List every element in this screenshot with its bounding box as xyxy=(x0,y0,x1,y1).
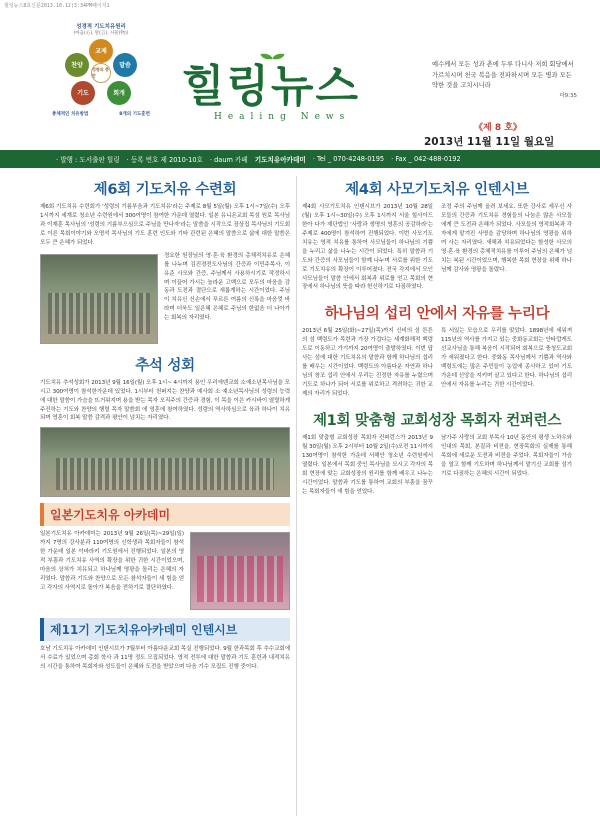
retreat-photo xyxy=(40,254,158,344)
publisher: · 발행 : 도서출판 힐링 xyxy=(56,156,120,164)
wheel-center: 성령의 충만 xyxy=(91,63,111,83)
wheel-item-prayer: 기도 xyxy=(71,81,95,105)
fax: · Fax _ 042-488-0192 xyxy=(391,155,461,163)
prayer-healing-emblem xyxy=(52,24,150,142)
left-column xyxy=(40,172,290,672)
article-japan-title: 일본기도치유 아카데미 xyxy=(40,503,290,526)
article-retreat-title: 제6회 기도치유 수련회 xyxy=(93,182,237,198)
article-providence-body-2: 특 서있는 모습으로 우리를 맞았다. 1898년에 세워져 115년의 역사를 가지고 있는 중화동교회는 안타깝게도 선교사님을 통해 복음이 시작되어 회복으로 충청도교회가 세워졌다고 한다. 중화동 목사님께서 기쁨과 역사와 백령도에는 많은 주민들이 농업에 종사하고 있어 기도 가운데 신앙을 지키며 살고 있다고 한다. 하나님의 섭리 안에서 자유를 누리는 귀한 시간이었다. xyxy=(441,328,572,388)
publication-date: 2013년 11월 11일 월요일 xyxy=(424,136,555,148)
verse-text: 예수께서 모든 성과 촌에 두루 다니사 저희 회당에서 가르치시며 천국 복음을 전파하시며 모든 병과 모든 약한 것을 고치시니라 xyxy=(432,61,574,90)
japan-academy-photo xyxy=(190,532,290,610)
emblem-foot-left: 총체적인 치유방법 xyxy=(52,111,89,117)
wheel-item-repentance: 회개 xyxy=(107,81,131,105)
right-column xyxy=(302,172,572,496)
article-wives-title: 제4회 사모기도치유 인텐시브 xyxy=(345,182,529,198)
masthead-title-block xyxy=(182,50,422,140)
article-intensive-title: 제11기 기도치유아카데미 인텐시브 xyxy=(40,618,290,641)
registration-number: · 등록 번호 제 2010-10호 xyxy=(126,156,203,164)
cafe-label: · daum 카페 xyxy=(209,156,248,164)
article-conference-body-1: 제1회 맞춤형 교회성장 목회자 컨퍼런스가 2013년 9월 30일(월) 오후 2시부터 10월 2일(수)오전 11시까지 130여명이 참석한 가운데 서해안 청소년 수련원에서 열렸다. 일본에서 목회 중인 목사님을 모시고 각자의 목회 현장에 맞는 교회성장의 원리를 함께 배우고 나누는 시간이었다. 말씀과 기도를 통하여 교회의 부흥을 꿈꾸는 목회자들이 새 힘을 얻었다. xyxy=(302,434,433,495)
article-retreat-lead: 제6회 기도치유 수련회가 '성령의 기름부음과 기도치유'라는 주제로 8월 5일(월) 오후 1시~7일(수) 오후 1시까지 세계로 청소년 수련원에서 300여명이 참여한 가운데 열렸다. 일본 유니온교회 목섬 원로 목사님과 이재훈 목사님의 '성령의 기름부으심으로 주님을 만나자'라는 말씀을 시작으로 장상집 목사님의 기도회로 이른 목회이야기와 오명석 목사님의 기도 훈련 인도와 기타 관련된 은혜의 말씀으로 삶에 대한 말씀은 모두 큰 은혜가 되었다. xyxy=(40,204,290,246)
article-chuseok-body: 기도치유 추석성회가 2013년 9월 16일(월) 오후 1시~ 4시까지 용인 우리에덴교회 소예소년목사님을 모시고 300여명이 참석한가운데 있었다. 1시부터 천퍼지는 찬양과 예사회 소 예소년목사님의 성령의 능력에 대한 말씀이 가슴을 뜨거워지며 용을 받는 목자 오직주의 간증과 경험, 이 목을 이은 카시바이 열렬하게 주진하는 기도와 찬양의 행렬 목자 말씀회 에 영혼에 참여하였다. 성령의 역사하심으로 육과 하나이 치유되며 영혼이 회복 말씀 감격과 평안이 넘치는 자리였다. xyxy=(40,379,290,422)
article-retreat-body: 정요한 원장님의 영·혼·육 환경의 총체적치유로 은혜를 나누며 김진경전도사님의 간증과 이민주목사, 이유준 사모와 간증, 주님께서 사용하시기로 작정하시며 이끌어 가시는 놀라운 고백으로 모두의 마음을 감동과 도전과 결단으로 새롭게하는 시간이었다. 주님이 치유신 신손에서 푸르른 여름의 신록을 마음껏 바라며 더욱도 일은혜 은혜로 주님의 한없음 더 나아가는 회복의 자리였다. xyxy=(164,252,290,322)
wheel-item-praise: 찬양 xyxy=(65,53,89,77)
emblem-wheel xyxy=(55,39,147,109)
article-providence-title: 하나님의 섭리 안에서 자유를 누리다 xyxy=(324,306,550,323)
article-chuseok-title: 추석 성회 xyxy=(135,357,195,374)
article-wives-body-1: 제4회 사모기도치유 인텐시브가 2013년 10월 28일(월) 오후 1시~30일(수) 오후 1시까지 서울 힐사이드한아 다가 재단법인 '사랑과 생명의 영혼의 공감하라'는 주제로 400명이 참석하여 진행되었다. 이번 사모기도치유는 영적 치유를 통하여 사모님들이 하나님의 기쁨을 누리고 삶을 나누는 시간이 되었다. 특히 말씀과 기도와 간증의 사모님들이 함께 나누며 서로를 위한 기도로 기도치유의 확장이 이루어졌다. 전국 각지에서 모인 사모님들이 말씀 안에서 회복과 위로를 얻고 목회의 현장에서 하나님의 뜻을 따라 헌신하기로 다짐하였다. xyxy=(302,204,433,291)
pdf-print-note: 힐링뉴스8호신문2013.10.12(3:34PM페이지1 xyxy=(4,3,110,9)
wheel-item-fellowship: 교제 xyxy=(89,39,113,63)
cafe-name-link[interactable]: 기도치유아카데미 xyxy=(254,156,306,164)
issue-number: 《제 8 호》 xyxy=(474,123,522,133)
wheel-item-word: 말씀 xyxy=(113,53,137,77)
article-conference-title: 제1회 맞춤형 교회성장 목회자 컨퍼런스 xyxy=(312,412,562,429)
article-intensive-body: 호남 기도치유 아카데미 인텐시브가 7월부터 아름다운교회 목실 진행되었다. 9월 한과목회 후 추수교회에서 수료가 있었으며 총회 학사 과 11명 정도 모집되었다. 영적 전투에 대한 말씀과 기도 훈련과 내적치유의 시간을 통하여 목회자와 성도들이 은혜와 도전을 받았으며 다음 기수 모집도 진행 중이다. xyxy=(40,646,290,671)
masthead-header xyxy=(0,10,600,148)
emblem-foot-right: 8개의 기도훈련 xyxy=(119,111,150,117)
scripture-verse xyxy=(432,60,577,101)
article-wives-body-2: 조정 주의 주님께 올려 보세요. 또한 강사로 세우신 사모들의 간증과 기도치유 경험들의 나눔은 많은 사모들에게 큰 도전과 은혜가 되었다. 사모들의 영적회복과 각자에게 맡겨진 사명을 감당하며 하나님의 영광을 위하여 사는 자리였다. 새해과 치유되었다는 함성한 사모의 영·혼·육 환경의 총체적치유를 이루어 주님의 은혜가 넘치는 복된 시간이었으며, 행복한 목회 현장을 위해 하나님께 감사와 영광을 돌렸다. xyxy=(441,204,572,273)
chuseok-photo xyxy=(40,427,290,497)
telephone: · Tel _ 070-4248-0195 xyxy=(312,155,385,163)
emblem-caption: 성경적 기도치유원리 xyxy=(76,24,126,30)
publisher-info-bar xyxy=(0,150,600,168)
masthead-title: 힐링뉴스 xyxy=(182,61,361,112)
article-conference-body-2: 남가주 사랑의 교회 부목사 10년 동안의 평생 노하우와 인내의 목회, 본질과 비젼을, 현장목회의 실제를 통해 목회에 새로운 도전과 비전을 주었다. 목회자들이 가슴을 열고 함께 기도하며 하나님께서 맡기신 교회를 섬기기로 다짐하는 은혜의 시간이 되었다. xyxy=(441,434,572,477)
column-divider xyxy=(296,176,297,816)
masthead-subtitle: Healing News xyxy=(214,112,351,122)
sprout-icon xyxy=(260,50,286,64)
verse-reference: 마9:35 xyxy=(559,93,577,100)
article-providence-body-1: 2013년 6월 25일(화)~27일(목)까지 신비의 섬 튼튼의 섬 백령도가 목련과 가장 가겁다는 세계화해적 백령도로 이동하고 가기까지 20여명이 출발하였다. 이번 답사는 섬에 대한 기도치유의 말씀과 함께 하나님의 섭리를 배우는 시간이었다. 백령도의 아름다운 자연과 하나님의 창조 섭리 안에서 우리는 진정한 자유를 누렸으며 기도로 하나가 되어 서로를 위로하고 격려하는 귀한 교제의 자리가 되었다. xyxy=(302,328,433,397)
article-japan-body: 일본기도치유 아카데미는 2013년 9월 26일(목)~29일(일)까지 7명의 강사분과 110여명의 신학생과 목회자들이 참석한 가운데 일본 이바라키 기도원에서 진행되었다. 일본의 영적 부흥과 기도치유 사역의 확장을 위한 귀한 시간이었으며, 마음의 상처가 치유되고 하나님께 영광을 돌리는 은혜의 자리였다. 말씀과 기도와 찬양으로 모든 참석자들이 새 힘을 얻고 각자의 사역지로 돌아가 복음을 전하기로 결단하였다. xyxy=(40,531,184,591)
emblem-caption-sub: (마음(心), 말(言), 사물(物)) xyxy=(73,30,129,36)
